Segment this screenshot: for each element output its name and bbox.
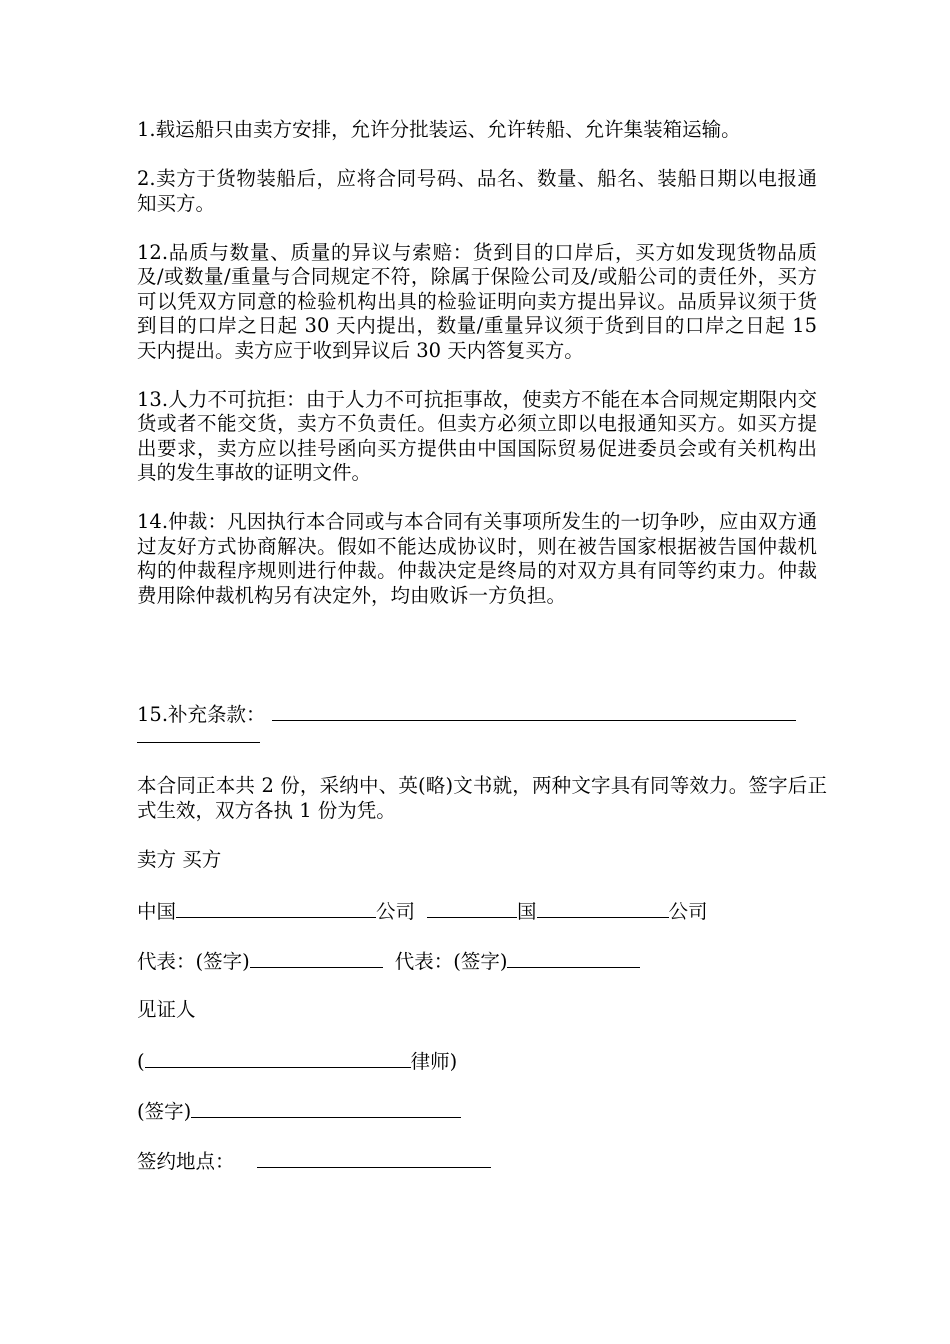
clause-15-label: 15.补充条款： bbox=[137, 703, 266, 726]
supplementary-terms-blank-2[interactable] bbox=[137, 723, 260, 743]
company-label-2: 公司 bbox=[668, 900, 708, 923]
witness-signature-row bbox=[137, 1098, 461, 1124]
seller-company-blank[interactable] bbox=[176, 898, 376, 918]
copies-statement: 本合同正本共 2 份，采纳中、英(略)文书就，两种文字具有同等效力。签字后正式生效，双方各执 1 份为凭。 bbox=[137, 774, 827, 822]
witness-label: 见证人 bbox=[137, 998, 196, 1021]
clause-1: 1.载运船只由卖方安排，允许分批装运、允许转船、允许集装箱运输。 bbox=[137, 118, 741, 141]
signature-label: (签字) bbox=[137, 1100, 192, 1123]
clause-15-continuation bbox=[137, 723, 260, 749]
representative-row bbox=[137, 948, 640, 974]
signing-place-row bbox=[137, 1148, 491, 1174]
clause-2: 2.卖方于货物装船后，应将合同号码、品名、数量、船名、装船日期以电报通知买方。 bbox=[137, 167, 817, 215]
china-label: 中国 bbox=[137, 900, 177, 923]
signing-place-label: 签约地点： bbox=[137, 1150, 235, 1173]
buyer-company-blank[interactable] bbox=[537, 898, 669, 918]
country-label: 国 bbox=[517, 900, 537, 923]
supplementary-terms-blank[interactable] bbox=[272, 701, 796, 721]
rep-label-1: 代表：(签字) bbox=[137, 950, 250, 973]
seller-buyer-label: 卖方 买方 bbox=[137, 848, 222, 871]
buyer-country-blank[interactable] bbox=[427, 898, 517, 918]
open-paren: ( bbox=[137, 1050, 145, 1073]
clause-13: 13.人力不可抗拒：由于人力不可抗拒事故，使卖方不能在本合同规定期限内交货或者不能交货，卖方不负责任。但卖方必须立即以电报通知买方。如买方提出要求，卖方应以挂号函向买方提供由中国国际贸易促进委员会或有关机构出具的发生事故的证明文件。 bbox=[137, 387, 817, 484]
contract-page bbox=[137, 118, 827, 633]
buyer-rep-signature-blank[interactable] bbox=[507, 948, 640, 968]
lawyer-name-blank[interactable] bbox=[145, 1048, 411, 1068]
clause-12: 12.品质与数量、质量的异议与索赔：货到目的口岸后，买方如发现货物品质及/或数量/重量与合同规定不符，除属于保险公司及/或船公司的责任外，买方可以凭双方同意的检验机构出具的检验证明向卖方提出异议。品质异议须于货到目的口岸之日起 30 天内提出，数量/重量异议须于货到目的口岸之日起 15 天内提出。卖方应于收到异议后 30 天内答复买方。 bbox=[137, 240, 817, 362]
company-label: 公司 bbox=[376, 900, 416, 923]
seller-buyer-row bbox=[137, 848, 221, 872]
rep-label-2: 代表：(签字) bbox=[394, 950, 508, 973]
company-row bbox=[137, 898, 708, 924]
lawyer-row bbox=[137, 1048, 457, 1074]
clause-14: 14.仲裁：凡因执行本合同或与本合同有关事项所发生的一切争吵，应由双方通过友好方式协商解决。假如不能达成协议时，则在被告国家根据被告国仲裁机构的仲裁程序规则进行仲裁。仲裁决定是终局的对双方具有同等约束力。仲裁费用除仲裁机构另有决定外，均由败诉一方负担。 bbox=[137, 510, 817, 607]
witness-signature-blank[interactable] bbox=[191, 1098, 461, 1118]
lawyer-label: 律师) bbox=[410, 1050, 458, 1073]
witness-row bbox=[137, 998, 196, 1022]
signing-place-blank[interactable] bbox=[257, 1148, 491, 1168]
seller-rep-signature-blank[interactable] bbox=[250, 948, 383, 968]
